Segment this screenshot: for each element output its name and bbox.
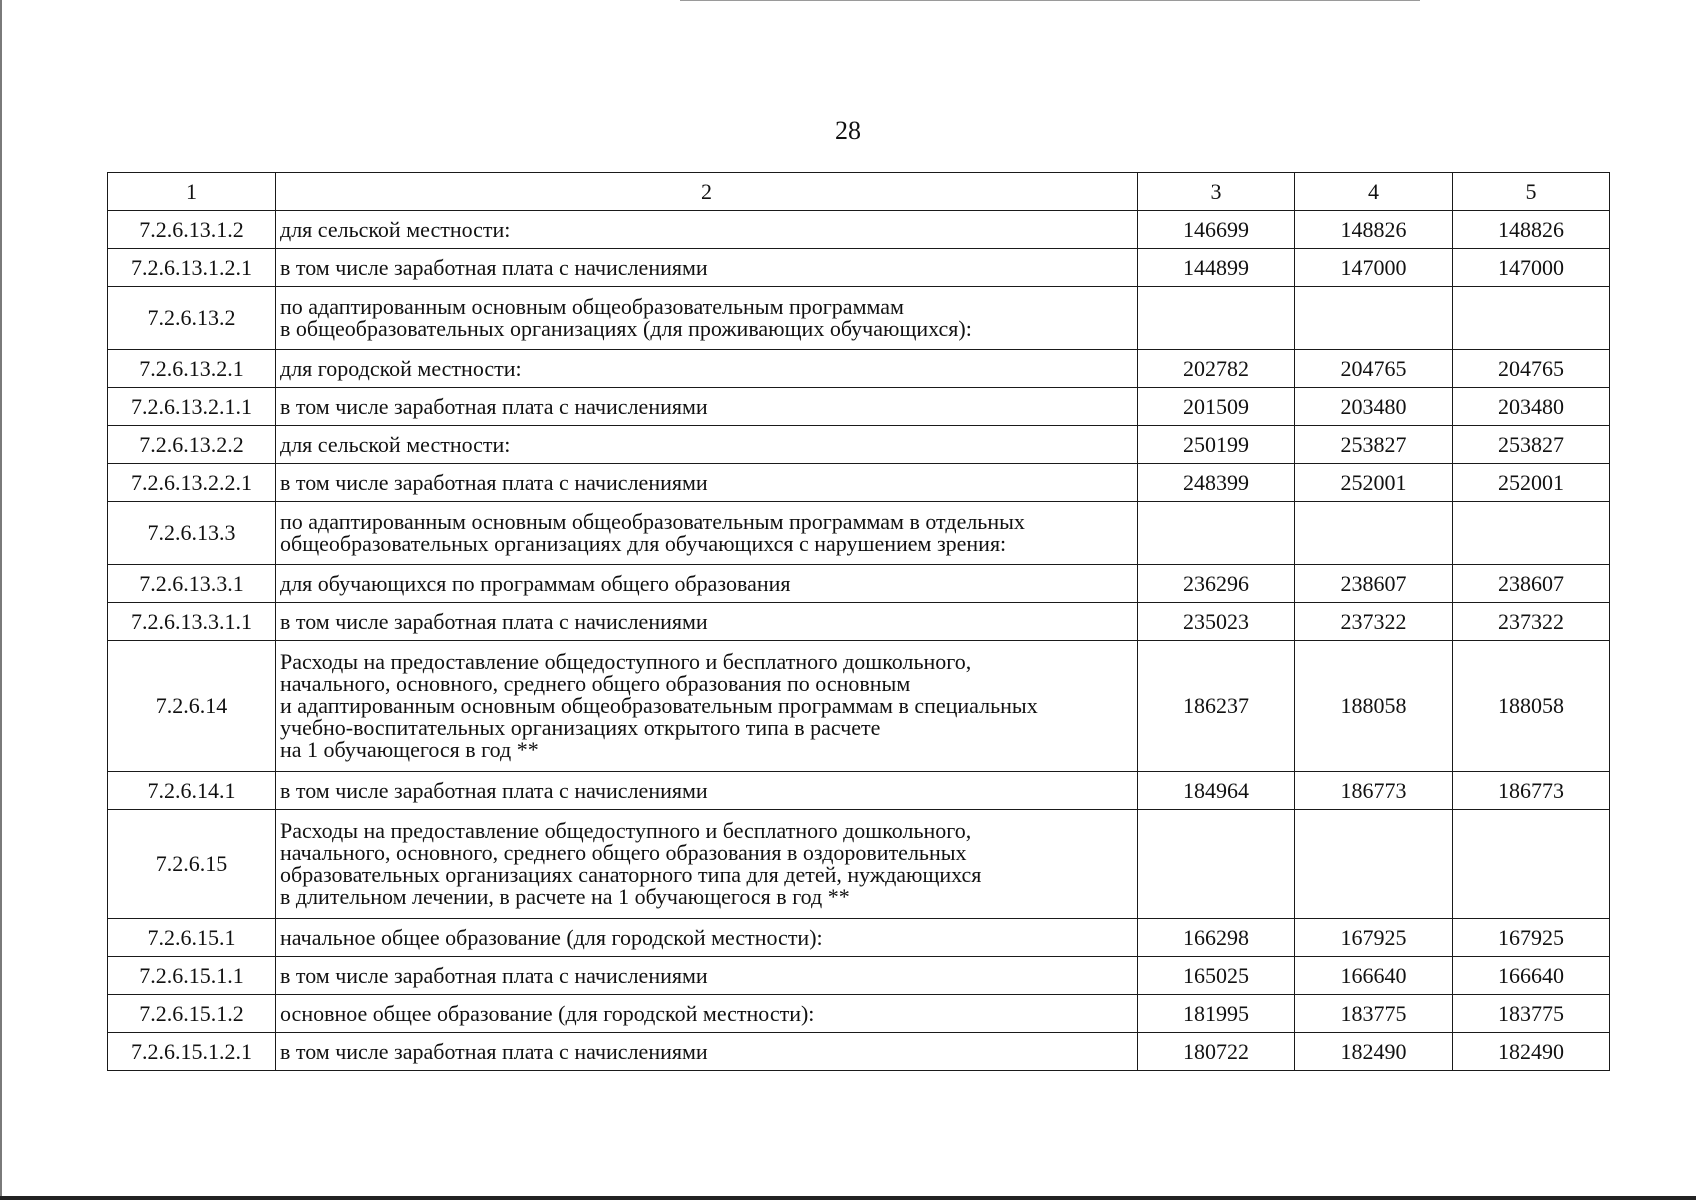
row-code: 7.2.6.13.3 bbox=[108, 502, 276, 565]
row-description: в том числе заработная плата с начислениями bbox=[276, 249, 1138, 287]
page-number: 28 bbox=[835, 116, 861, 145]
row-value-col4: 253827 bbox=[1295, 426, 1453, 464]
row-code: 7.2.6.13.2.2.1 bbox=[108, 464, 276, 502]
table-row bbox=[108, 249, 1610, 287]
column-header-4: 4 bbox=[1295, 173, 1453, 211]
table-row bbox=[108, 919, 1610, 957]
row-value-col3: 165025 bbox=[1138, 957, 1295, 995]
table-row bbox=[108, 388, 1610, 426]
row-value-col5: 186773 bbox=[1453, 772, 1610, 810]
row-description: по адаптированным основным общеобразовательным программам в отдельных общеобразовательных организациях для обучающихся с нарушением зрения: bbox=[276, 502, 1138, 565]
row-value-col3: 180722 bbox=[1138, 1033, 1295, 1071]
row-code: 7.2.6.13.3.1.1 bbox=[108, 603, 276, 641]
row-value-col5: 252001 bbox=[1453, 464, 1610, 502]
row-value-col4: 186773 bbox=[1295, 772, 1453, 810]
column-header-5: 5 bbox=[1453, 173, 1610, 211]
table-row bbox=[108, 995, 1610, 1033]
row-value-col3: 181995 bbox=[1138, 995, 1295, 1033]
row-code: 7.2.6.14 bbox=[108, 641, 276, 772]
row-value-col4: 204765 bbox=[1295, 350, 1453, 388]
row-description: по адаптированным основным общеобразовательным программам в общеобразовательных организациях (для проживающих обучающихся): bbox=[276, 287, 1138, 350]
row-code: 7.2.6.15.1.2 bbox=[108, 995, 276, 1033]
row-code: 7.2.6.13.1.2.1 bbox=[108, 249, 276, 287]
row-code: 7.2.6.13.1.2 bbox=[108, 211, 276, 249]
table-row bbox=[108, 211, 1610, 249]
column-header-2: 2 bbox=[276, 173, 1138, 211]
table-row bbox=[108, 641, 1610, 772]
row-value-col3: 186237 bbox=[1138, 641, 1295, 772]
row-value-col5: 166640 bbox=[1453, 957, 1610, 995]
row-code: 7.2.6.13.2 bbox=[108, 287, 276, 350]
row-value-col3: 235023 bbox=[1138, 603, 1295, 641]
row-code: 7.2.6.15 bbox=[108, 810, 276, 919]
row-value-col3: 146699 bbox=[1138, 211, 1295, 249]
row-value-col4: 183775 bbox=[1295, 995, 1453, 1033]
row-code: 7.2.6.13.2.2 bbox=[108, 426, 276, 464]
row-value-col5: 147000 bbox=[1453, 249, 1610, 287]
row-value-col4: 147000 bbox=[1295, 249, 1453, 287]
row-value-col5: 167925 bbox=[1453, 919, 1610, 957]
table-row bbox=[108, 426, 1610, 464]
table-row bbox=[108, 603, 1610, 641]
row-value-col3 bbox=[1138, 287, 1295, 350]
row-value-col5: 204765 bbox=[1453, 350, 1610, 388]
row-value-col5: 203480 bbox=[1453, 388, 1610, 426]
row-value-col3: 248399 bbox=[1138, 464, 1295, 502]
row-code: 7.2.6.14.1 bbox=[108, 772, 276, 810]
scan-bottom-edge bbox=[0, 1196, 1696, 1200]
row-description: Расходы на предоставление общедоступного и бесплатного дошкольного, начального, основного, среднего общего образования в оздоровительных образовательных организациях санаторного типа для детей, нуждающихся в длительном лечении, в расчете на 1 обучающегося в год ** bbox=[276, 810, 1138, 919]
row-description: для обучающихся по программам общего образования bbox=[276, 565, 1138, 603]
table-header-row bbox=[108, 173, 1610, 211]
row-code: 7.2.6.15.1.1 bbox=[108, 957, 276, 995]
row-value-col3 bbox=[1138, 502, 1295, 565]
table-row bbox=[108, 565, 1610, 603]
row-value-col3: 202782 bbox=[1138, 350, 1295, 388]
row-code: 7.2.6.13.3.1 bbox=[108, 565, 276, 603]
scan-top-rule bbox=[680, 0, 1420, 1]
row-code: 7.2.6.15.1.2.1 bbox=[108, 1033, 276, 1071]
row-code: 7.2.6.13.2.1.1 bbox=[108, 388, 276, 426]
row-value-col5: 253827 bbox=[1453, 426, 1610, 464]
row-value-col5: 237322 bbox=[1453, 603, 1610, 641]
row-value-col4: 188058 bbox=[1295, 641, 1453, 772]
row-value-col3 bbox=[1138, 810, 1295, 919]
row-description: в том числе заработная плата с начислениями bbox=[276, 957, 1138, 995]
row-code: 7.2.6.13.2.1 bbox=[108, 350, 276, 388]
row-description: начальное общее образование (для городской местности): bbox=[276, 919, 1138, 957]
row-value-col4: 203480 bbox=[1295, 388, 1453, 426]
row-value-col3: 201509 bbox=[1138, 388, 1295, 426]
row-value-col4: 237322 bbox=[1295, 603, 1453, 641]
row-description: в том числе заработная плата с начислениями bbox=[276, 772, 1138, 810]
row-value-col5: 183775 bbox=[1453, 995, 1610, 1033]
table-row bbox=[108, 772, 1610, 810]
row-value-col4: 167925 bbox=[1295, 919, 1453, 957]
row-value-col3: 236296 bbox=[1138, 565, 1295, 603]
table-row bbox=[108, 1033, 1610, 1071]
row-code: 7.2.6.15.1 bbox=[108, 919, 276, 957]
column-header-1: 1 bbox=[108, 173, 276, 211]
row-value-col3: 184964 bbox=[1138, 772, 1295, 810]
row-value-col5 bbox=[1453, 810, 1610, 919]
table-row bbox=[108, 502, 1610, 565]
row-value-col5 bbox=[1453, 287, 1610, 350]
table-row bbox=[108, 287, 1610, 350]
table-row bbox=[108, 464, 1610, 502]
table-row bbox=[108, 957, 1610, 995]
row-value-col5: 238607 bbox=[1453, 565, 1610, 603]
row-description: в том числе заработная плата с начислениями bbox=[276, 1033, 1138, 1071]
row-description: Расходы на предоставление общедоступного и бесплатного дошкольного, начального, основного, среднего общего образования по основным и адаптированным основным общеобразовательным программам в специальных учебно-воспитательных организациях открытого типа в расчете на 1 обучающегося в год ** bbox=[276, 641, 1138, 772]
row-description: в том числе заработная плата с начислениями bbox=[276, 388, 1138, 426]
row-description: в том числе заработная плата с начислениями bbox=[276, 464, 1138, 502]
row-value-col4 bbox=[1295, 502, 1453, 565]
table-row bbox=[108, 350, 1610, 388]
row-value-col5 bbox=[1453, 502, 1610, 565]
row-value-col3: 144899 bbox=[1138, 249, 1295, 287]
column-header-3: 3 bbox=[1138, 173, 1295, 211]
row-value-col3: 250199 bbox=[1138, 426, 1295, 464]
row-value-col4: 238607 bbox=[1295, 565, 1453, 603]
row-description: для сельской местности: bbox=[276, 426, 1138, 464]
row-description: в том числе заработная плата с начислениями bbox=[276, 603, 1138, 641]
row-value-col5: 182490 bbox=[1453, 1033, 1610, 1071]
row-value-col4: 166640 bbox=[1295, 957, 1453, 995]
budget-table bbox=[107, 172, 1610, 1071]
row-value-col5: 148826 bbox=[1453, 211, 1610, 249]
scan-left-edge bbox=[0, 0, 2, 1200]
table-row bbox=[108, 810, 1610, 919]
row-description: для городской местности: bbox=[276, 350, 1138, 388]
row-description: основное общее образование (для городской местности): bbox=[276, 995, 1138, 1033]
row-description: для сельской местности: bbox=[276, 211, 1138, 249]
row-value-col4 bbox=[1295, 287, 1453, 350]
row-value-col3: 166298 bbox=[1138, 919, 1295, 957]
row-value-col4: 148826 bbox=[1295, 211, 1453, 249]
row-value-col5: 188058 bbox=[1453, 641, 1610, 772]
row-value-col4: 252001 bbox=[1295, 464, 1453, 502]
row-value-col4 bbox=[1295, 810, 1453, 919]
row-value-col4: 182490 bbox=[1295, 1033, 1453, 1071]
